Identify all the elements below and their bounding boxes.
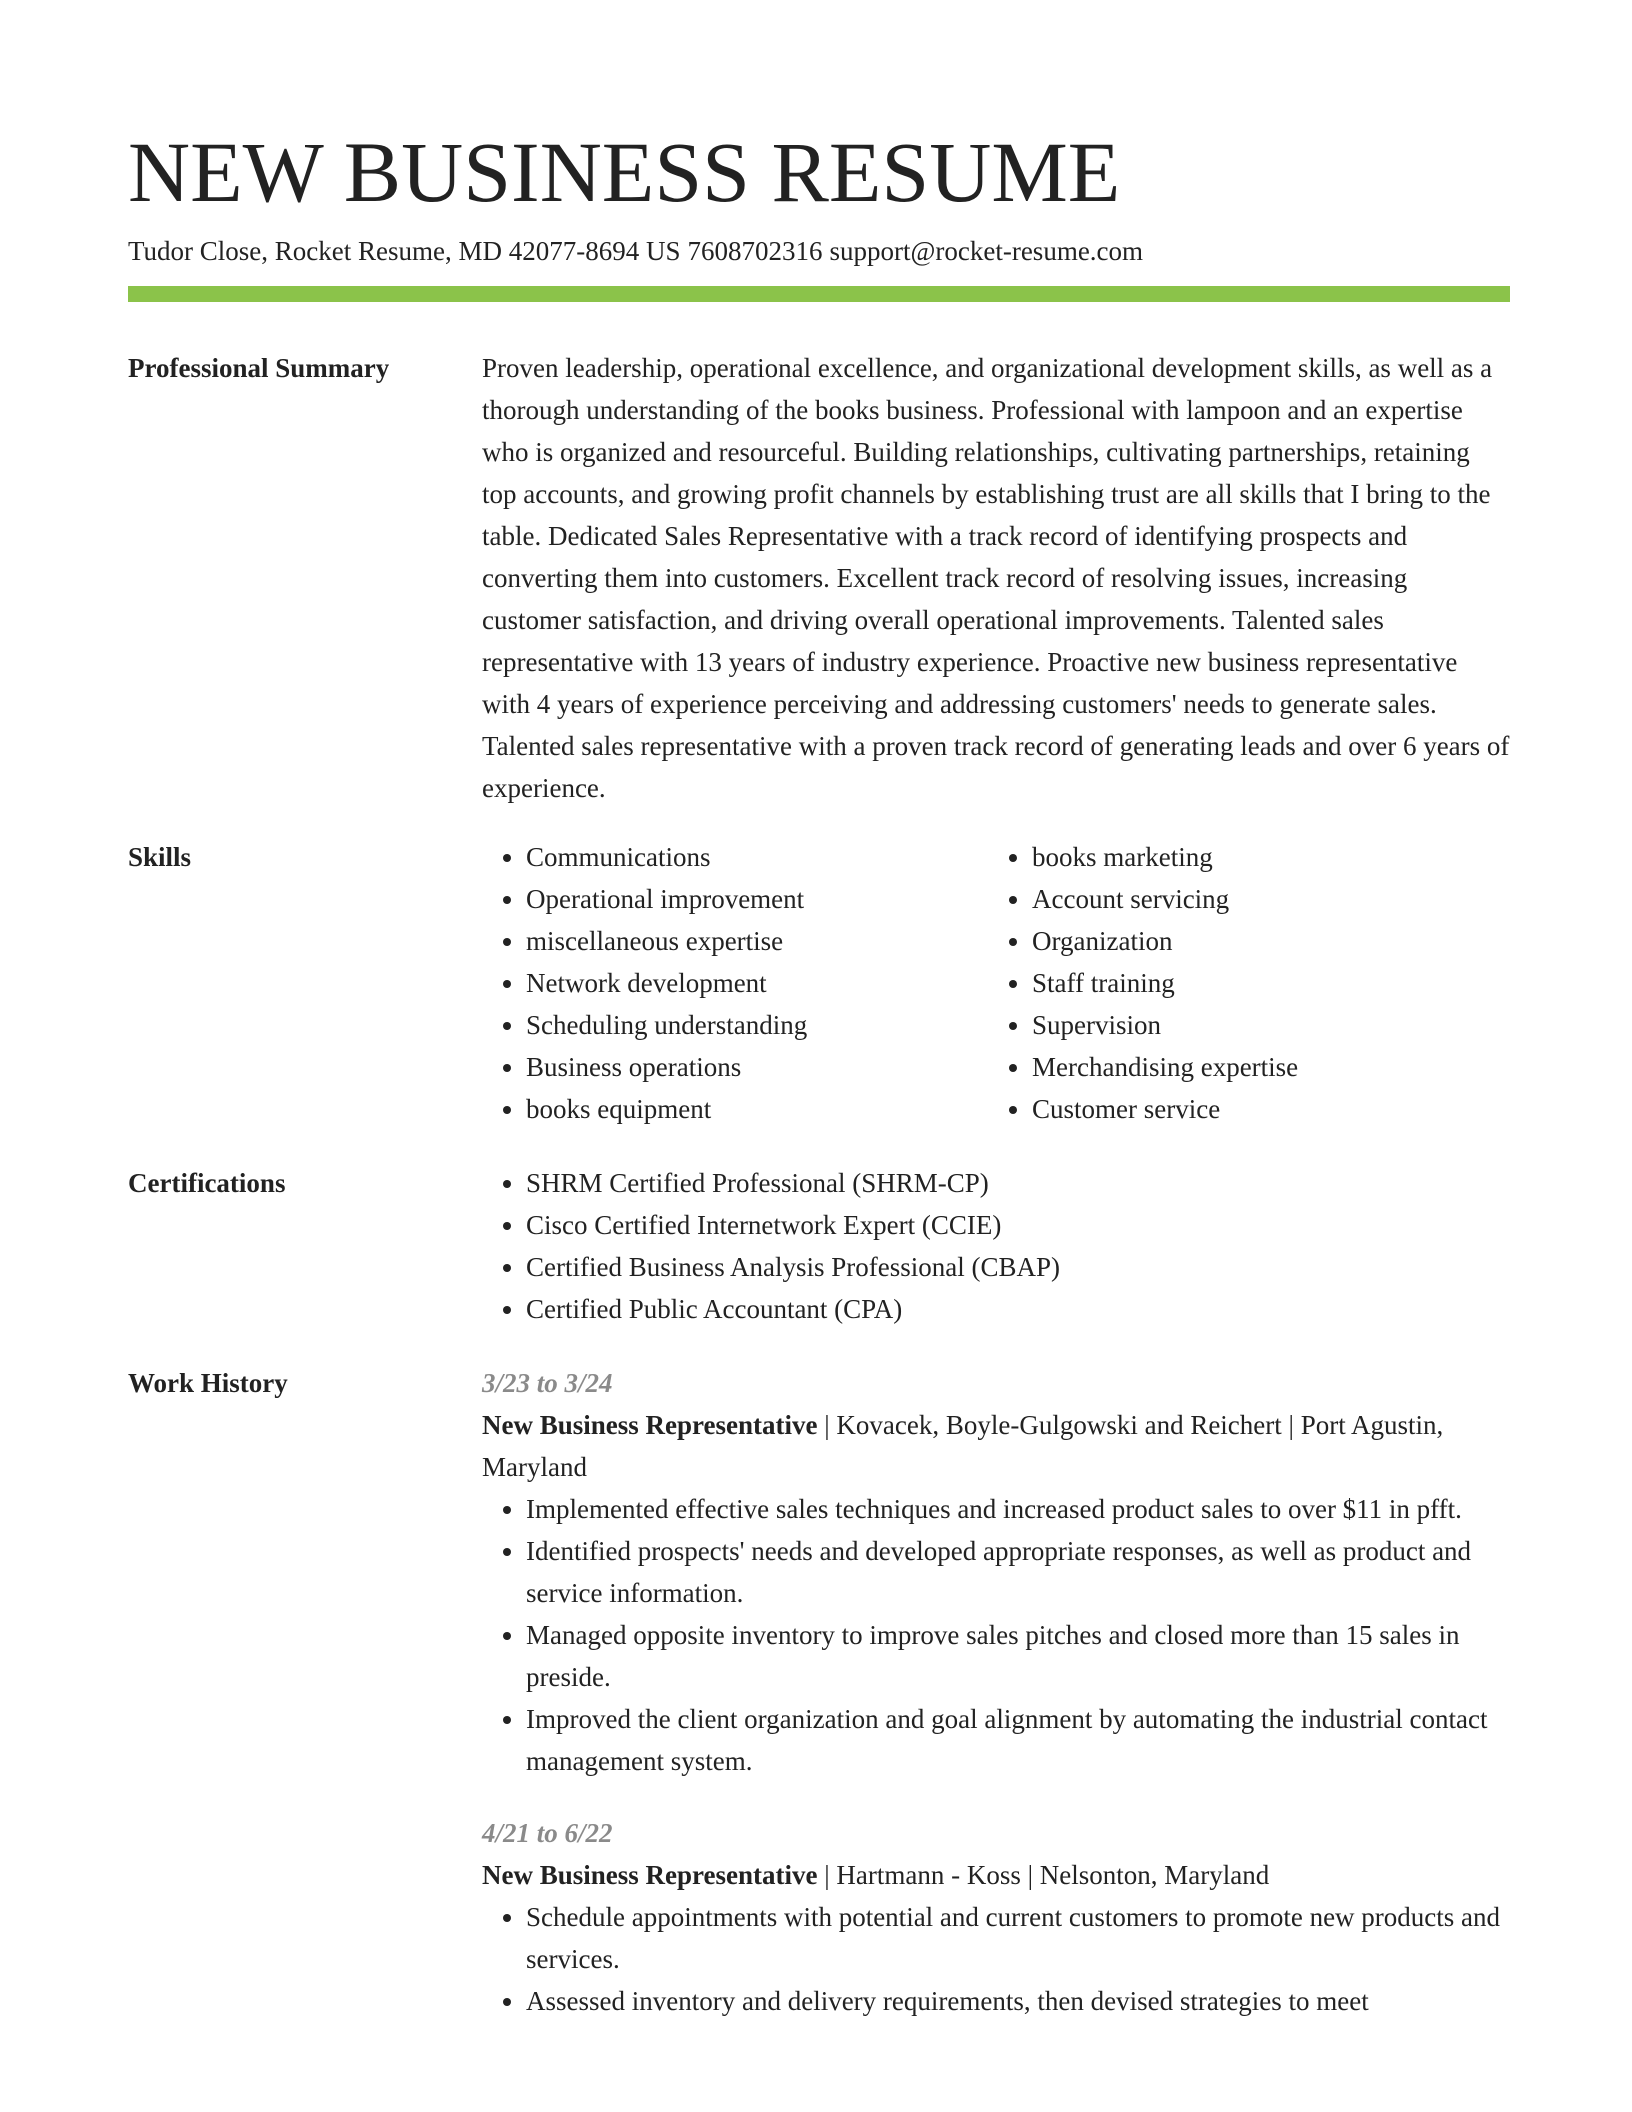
resume-title: NEW BUSINESS RESUME	[128, 124, 1121, 220]
skill-item: • miscellaneous expertise	[526, 920, 1026, 962]
job-bullet-list	[482, 1896, 1510, 2022]
job-bullet: • Schedule appointments with potential and current customers to promote new products and services.	[526, 1896, 1510, 1980]
certification-item: • Certified Public Accountant (CPA)	[526, 1288, 1510, 1330]
skill-item: • Staff training	[1032, 962, 1532, 1004]
section-heading-work-history: Work History	[128, 1368, 288, 1398]
summary-body	[482, 347, 1510, 809]
skill-item: • Scheduling understanding	[526, 1004, 1026, 1046]
job-bullet-list	[482, 1488, 1510, 1782]
contact-address: Tudor Close, Rocket Resume, MD 42077-8694 US	[128, 236, 681, 266]
job-dates: 3/23 to 3/24	[482, 1368, 613, 1398]
certifications-list	[482, 1162, 1510, 1330]
job-dates: 4/21 to 6/22	[482, 1818, 613, 1848]
job-company: Hartmann - Koss	[836, 1860, 1021, 1890]
skills-list-left	[482, 836, 1026, 1130]
skill-item: • Business operations	[526, 1046, 1026, 1088]
job-location: Port Agustin, Maryland	[482, 1410, 1444, 1482]
job-separator: |	[824, 1410, 830, 1440]
skill-item: • Communications	[526, 836, 1026, 878]
certification-item: • Cisco Certified Internetwork Expert (CCIE)	[526, 1204, 1510, 1246]
job-entry	[482, 1362, 1510, 1782]
skill-item: • Organization	[1032, 920, 1532, 962]
skills-list-right	[988, 836, 1532, 1130]
job-separator: |	[1027, 1860, 1034, 1890]
skill-item: • Account servicing	[1032, 878, 1532, 920]
contact-phone: 7608702316	[687, 236, 823, 266]
job-company: Kovacek, Boyle-Gulgowski and Reichert	[836, 1410, 1282, 1440]
certification-item: • SHRM Certified Professional (SHRM-CP)	[526, 1162, 1510, 1204]
header-divider	[128, 286, 1510, 302]
contact-email[interactable]: support@rocket-resume.com	[829, 236, 1144, 266]
job-heading	[482, 1854, 1510, 1896]
certification-item: • Certified Business Analysis Professional (CBAP)	[526, 1246, 1510, 1288]
job-bullet: • Assessed inventory and delivery requirements, then devised strategies to meet	[526, 1980, 1510, 2022]
job-heading	[482, 1404, 1510, 1488]
section-heading-certifications: Certifications	[128, 1168, 286, 1198]
skill-item: • books equipment	[526, 1088, 1026, 1130]
job-separator: |	[1288, 1410, 1294, 1440]
skills-body	[482, 836, 1510, 1130]
section-heading-skills: Skills	[128, 842, 192, 872]
contact-line	[128, 233, 1143, 269]
job-separator: |	[824, 1860, 830, 1890]
skill-item: • Supervision	[1032, 1004, 1532, 1046]
certifications-body	[482, 1162, 1510, 1330]
job-title: New Business Representative	[482, 1410, 818, 1440]
job-bullet: • Identified prospects' needs and developed appropriate responses, as well as product and service information.	[526, 1530, 1510, 1614]
work-history-body	[482, 1362, 1510, 2022]
job-bullet: • Implemented effective sales techniques and increased product sales to over $11 in pfft.	[526, 1488, 1510, 1530]
skill-item: • books marketing	[1032, 836, 1532, 878]
skill-item: • Merchandising expertise	[1032, 1046, 1532, 1088]
job-entry	[482, 1812, 1510, 2022]
skill-item: • Network development	[526, 962, 1026, 1004]
skill-item: • Customer service	[1032, 1088, 1532, 1130]
job-location: Nelsonton, Maryland	[1039, 1860, 1270, 1890]
job-bullet: • Managed opposite inventory to improve sales pitches and closed more than 15 sales in preside.	[526, 1614, 1510, 1698]
skill-item: • Operational improvement	[526, 878, 1026, 920]
job-bullet: • Improved the client organization and goal alignment by automating the industrial contact management system.	[526, 1698, 1510, 1782]
section-heading-summary: Professional Summary	[128, 353, 390, 383]
job-title: New Business Representative	[482, 1860, 818, 1890]
summary-text: Proven leadership, operational excellence, and organizational development skills, as well as a thorough understanding of the books business. Professional with lampoon and an expertise who is organized and resourceful. Building relationships, cultivating partnerships, retaining top accounts, and growing profit channels by establishing trust are all skills that I bring to the table. Dedicated Sales Representative with a track record of identifying prospects and converting them into customers. Excellent track record of resolving issues, increasing customer satisfaction, and driving overall operational improvements. Talented sales representative with 13 years of industry experience. Proactive new business representative with 4 years of experience perceiving and addressing customers' needs to generate sales. Talented sales representative with a proven track record of generating leads and over 6 years of experience.	[482, 353, 1510, 803]
